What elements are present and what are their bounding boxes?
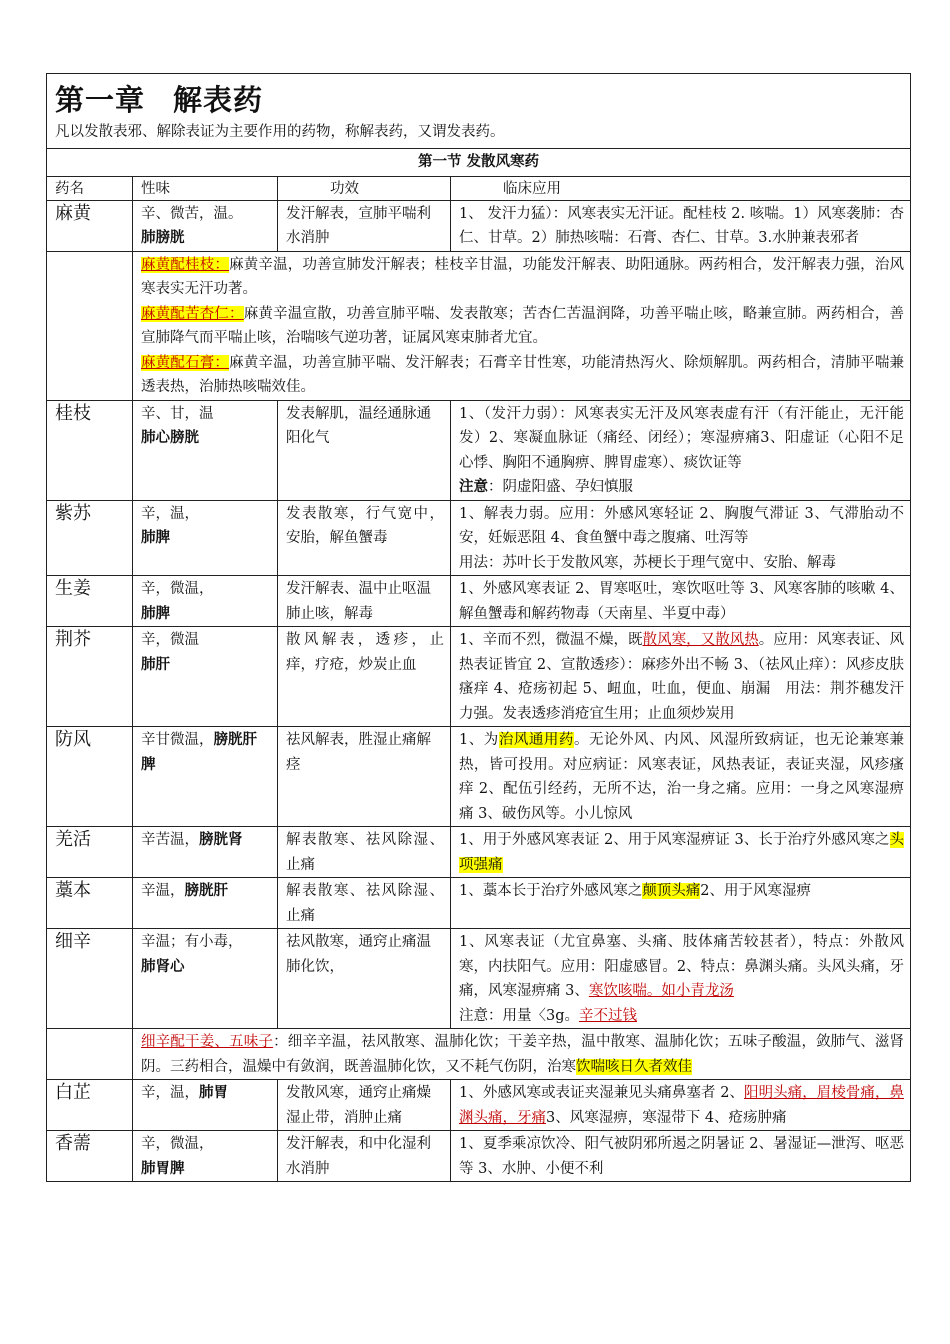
table-row [47, 627, 911, 727]
drug-effect: 祛风散寒，通窍止痛温肺化饮， [278, 929, 451, 1029]
drug-taste [133, 727, 278, 827]
use-text: 2、用于风寒湿痹 [700, 883, 811, 899]
chapter-title [55, 80, 902, 120]
drug-name: 防风 [47, 727, 133, 827]
use-text: 1、用于外感风寒表证 2、用于风寒湿痹证 3、长于治疗外感风寒之 [459, 832, 890, 848]
empty-cell [47, 1029, 133, 1080]
drug-use [451, 1080, 911, 1131]
use-highlight: 头项强痛 [459, 832, 904, 873]
drug-name: 藁本 [47, 878, 133, 929]
chapter-intro: 凡以发散表邪、解除表证为主要作用的药物，称解表药，又谓发表药。 [55, 124, 505, 140]
meridian-text: 膀胱肾 [199, 832, 243, 848]
meridian-text: 膀胱肝 [184, 883, 228, 899]
meridian-text: 肺心膀胱 [141, 430, 199, 446]
drug-taste [133, 500, 278, 576]
note-highlight: 辛不过钱 [579, 1007, 638, 1024]
taste-text: 辛、微苦，温。 [141, 205, 243, 222]
drug-taste [133, 400, 278, 500]
drug-taste [133, 627, 278, 727]
drug-taste [133, 878, 278, 929]
use-text: 1、为 [459, 732, 499, 748]
header-taste: 性味 [133, 176, 278, 200]
table-row [47, 878, 911, 929]
table-row [47, 1131, 911, 1182]
drug-taste [133, 929, 278, 1029]
pair-text: 麻黄辛温，功善宣肺平喘、发汗解表；石膏辛甘性寒，功能清热泻火、除烦解肌。两药相合，清肺平喘兼透表热，治肺热咳喘效佳。 [141, 354, 904, 395]
pair-row [47, 1029, 911, 1080]
drug-effect: 发散风寒，通窍止痛燥湿止带，消肿止痛 [278, 1080, 451, 1131]
pair-label: 麻黄配苦杏仁： [141, 305, 244, 322]
use-text: 。应用：风寒表证、风热表证皆宜 2、宣散透疹）：麻疹外出不畅 3、（祛风止痒）：风疹皮肤瘙痒 4、疮疡初起 5、衄血，吐血，便血、崩漏 用法：荆芥穗发汗力强。发表透疹消疮宜生用；止血须炒炭用 [459, 632, 905, 722]
chapter-name: 解表药 [173, 83, 264, 117]
use-text: 。无论外风、内风、风湿所致病证，也无论兼寒兼热，皆可投用。对应病证：风寒表证，风热表证，表证夹湿，风疹瘙痒 2、配伍引经药，无所不达，治一身之痛。应用：一身之风寒湿痹痛 3、破伤风等。小儿惊风 [459, 732, 905, 822]
pair-text: 麻黄辛温，功善宣肺发汗解表；桂枝辛甘温，功能发汗解表、助阳通脉。两药相合，发汗解表力强，治风寒表实无汗功著。 [141, 256, 904, 297]
taste-text: 辛苦温， [141, 832, 199, 848]
meridian-text: 肺膀胱 [141, 230, 185, 246]
meridian-text: 肺脾 [141, 605, 170, 622]
drug-name: 香薷 [47, 1131, 133, 1182]
pair-notes [133, 1029, 911, 1080]
drug-name: 麻黄 [47, 200, 133, 251]
drug-taste [133, 827, 278, 878]
use-text: 1、风寒表证（尤宜鼻塞、头痛、肢体痛苦较甚者），特点：外散风寒，内扶阳气。应用：阳虚感冒。2、特点：鼻渊头痛。头风头痛，牙痛，风寒湿痹痛 3、 [459, 934, 904, 999]
note-text: ：阴虚阳盛、孕妇慎服 [488, 479, 633, 495]
drug-use [451, 400, 911, 500]
use-text: 1、（发汗力弱）：风寒表实无汗及风寒表虚有汗（有汗能止，无汗能发）2、寒凝血脉证（痛经、闭经）；寒湿痹痛3、阳虚证（心阳不足心悸、胸阳不通胸痹、脾胃虚寒）、痰饮证等 [459, 405, 904, 471]
note-label: 注意 [459, 479, 488, 495]
section-title: 第一节 发散风寒药 [47, 149, 911, 177]
taste-text: 辛，微温 [141, 632, 199, 648]
pair-text: 麻黄辛温宣散，功善宣肺平喘、发表散寒；苦杏仁苦温润降，功善平喘止咳，略兼宣肺。两药相合，善宣肺降气而平喘止咳，治喘咳气逆功著，证属风寒束肺者尤宜。 [141, 305, 905, 346]
use-highlight: 颠顶头痛 [642, 883, 701, 899]
use-text: 1、辛而不烈，微温不燥，既 [459, 632, 643, 648]
drug-use: 1、外感风寒表证 2、胃寒呕吐，寒饮呕吐等 3、风寒客肺的咳嗽 4、解鱼蟹毒和解药物毒（天南星、半夏中毒） [451, 576, 911, 627]
header-name: 药名 [47, 176, 133, 200]
table-row [47, 827, 911, 878]
note-text: 注意：用量〈3g。 [459, 1007, 580, 1024]
chapter-header [47, 74, 911, 149]
use-text: 1、外感风寒或表证夹湿兼见头痛鼻塞者 2、 [459, 1085, 745, 1101]
drug-name: 细辛 [47, 929, 133, 1029]
use-text: 3、风寒湿痹，寒湿带下 4、疮疡肿痛 [546, 1109, 787, 1126]
table-row [47, 500, 911, 576]
header-effect: 功效 [278, 176, 451, 200]
taste-text: 辛温， [141, 883, 185, 899]
use-highlight: 寒饮咳喘。如小青龙汤 [588, 983, 734, 999]
drug-use: 1、 发汗力猛）：风寒表实无汗证。配桂枝 2. 咳喘。1）风寒袭肺：杏仁、甘草。2）肺热咳喘：石膏、杏仁、甘草。3.水肿兼表邪者 [451, 200, 911, 251]
taste-text: 辛甘微温， [141, 732, 214, 748]
table-row [47, 929, 911, 1029]
drug-name: 桂枝 [47, 400, 133, 500]
drug-use [451, 727, 911, 827]
pair-text: ：细辛辛温，祛风散寒、温肺化饮；干姜辛热，温中散寒、温肺化饮；五味子酸温，敛肺气、滋肾阴。三药相合，温燥中有敛润，既善温肺化饮，又不耗气伤阴，治寒 [141, 1034, 905, 1075]
drug-taste [133, 576, 278, 627]
drug-name: 羌活 [47, 827, 133, 878]
drug-name: 荆芥 [47, 627, 133, 727]
table-header-row [47, 176, 911, 200]
meridian-text: 肺胃 [199, 1085, 228, 1101]
taste-text: 辛、甘，温 [141, 405, 214, 422]
drug-use: 1、夏季乘凉饮冷、阳气被阴邪所遏之阴暑证 2、暑湿证—泄泻、呕恶等 3、水肿、小便不利 [451, 1131, 911, 1182]
meridian-text: 肺脾 [141, 530, 170, 546]
use-highlight: 阳明头痛，眉棱骨痛，鼻渊头痛，牙痛 [459, 1085, 905, 1126]
meridian-text: 肺肾心 [141, 958, 185, 975]
taste-text: 辛，温， [141, 1085, 199, 1101]
pair-label: 麻黄配石膏： [141, 354, 230, 371]
usage-text: 用法：苏叶长于发散风寒，苏梗长于理气宽中、安胎、解毒 [459, 554, 836, 571]
drug-effect: 解表散寒、祛风除湿、止痛 [278, 878, 451, 929]
header-use: 临床应用 [451, 176, 911, 200]
table-row [47, 200, 911, 251]
drug-effect: 发汗解表，宣肺平喘利水消肿 [278, 200, 451, 251]
taste-text: 辛，温， [141, 505, 199, 522]
drug-use [451, 878, 911, 929]
drug-effect: 祛风解表，胜湿止痛解痉 [278, 727, 451, 827]
herb-table [46, 73, 911, 1182]
drug-effect: 散风解表，透疹，止痒，疗疮，炒炭止血 [278, 627, 451, 727]
drug-use [451, 929, 911, 1029]
drug-taste [133, 200, 278, 251]
meridian-text: 膀胱肝脾 [141, 732, 257, 773]
drug-use [451, 827, 911, 878]
table-row [47, 400, 911, 500]
pair-notes [133, 251, 911, 400]
table-row [47, 727, 911, 827]
use-text: 1、解表力弱。应用：外感风寒轻证 2、胸腹气滞证 3、气滞胎动不安，妊娠恶阻 4、食鱼蟹中毒之腹痛、吐泻等 [459, 505, 904, 546]
drug-effect: 发表解肌，温经通脉通阳化气 [278, 400, 451, 500]
taste-text: 辛，微温， [141, 1136, 214, 1152]
drug-name: 生姜 [47, 576, 133, 627]
drug-use [451, 627, 911, 727]
drug-effect: 解表散寒、祛风除湿、止痛 [278, 827, 451, 878]
pair-row [47, 251, 911, 400]
pair-label: 麻黄配桂枝： [141, 256, 230, 273]
chapter-number: 第一章 [55, 83, 146, 117]
table-row [47, 576, 911, 627]
document-page [46, 73, 910, 1182]
drug-name: 白芷 [47, 1080, 133, 1131]
drug-taste [133, 1080, 278, 1131]
drug-effect: 发汗解表，和中化湿利水消肿 [278, 1131, 451, 1182]
use-highlight: 治风通用药 [498, 732, 574, 748]
drug-taste [133, 1131, 278, 1182]
use-text: 1、藁本长于治疗外感风寒之 [459, 883, 643, 899]
taste-text: 辛，微温， [141, 581, 214, 597]
drug-effect: 发汗解表、温中止呕温肺止咳，解毒 [278, 576, 451, 627]
use-highlight: 散风寒，又散风热 [642, 632, 759, 648]
pair-label: 细辛配干姜、五味子 [141, 1034, 274, 1050]
meridian-text: 肺肝 [141, 656, 170, 673]
pair-highlight: 饮喘咳日久者效佳 [576, 1058, 692, 1075]
table-row [47, 1080, 911, 1131]
meridian-text: 肺胃脾 [141, 1160, 185, 1177]
drug-effect: 发表散寒，行气宽中，安胎，解鱼蟹毒 [278, 500, 451, 576]
empty-cell [47, 251, 133, 400]
drug-use [451, 500, 911, 576]
taste-text: 辛温；有小毒， [141, 934, 243, 950]
drug-name: 紫苏 [47, 500, 133, 576]
